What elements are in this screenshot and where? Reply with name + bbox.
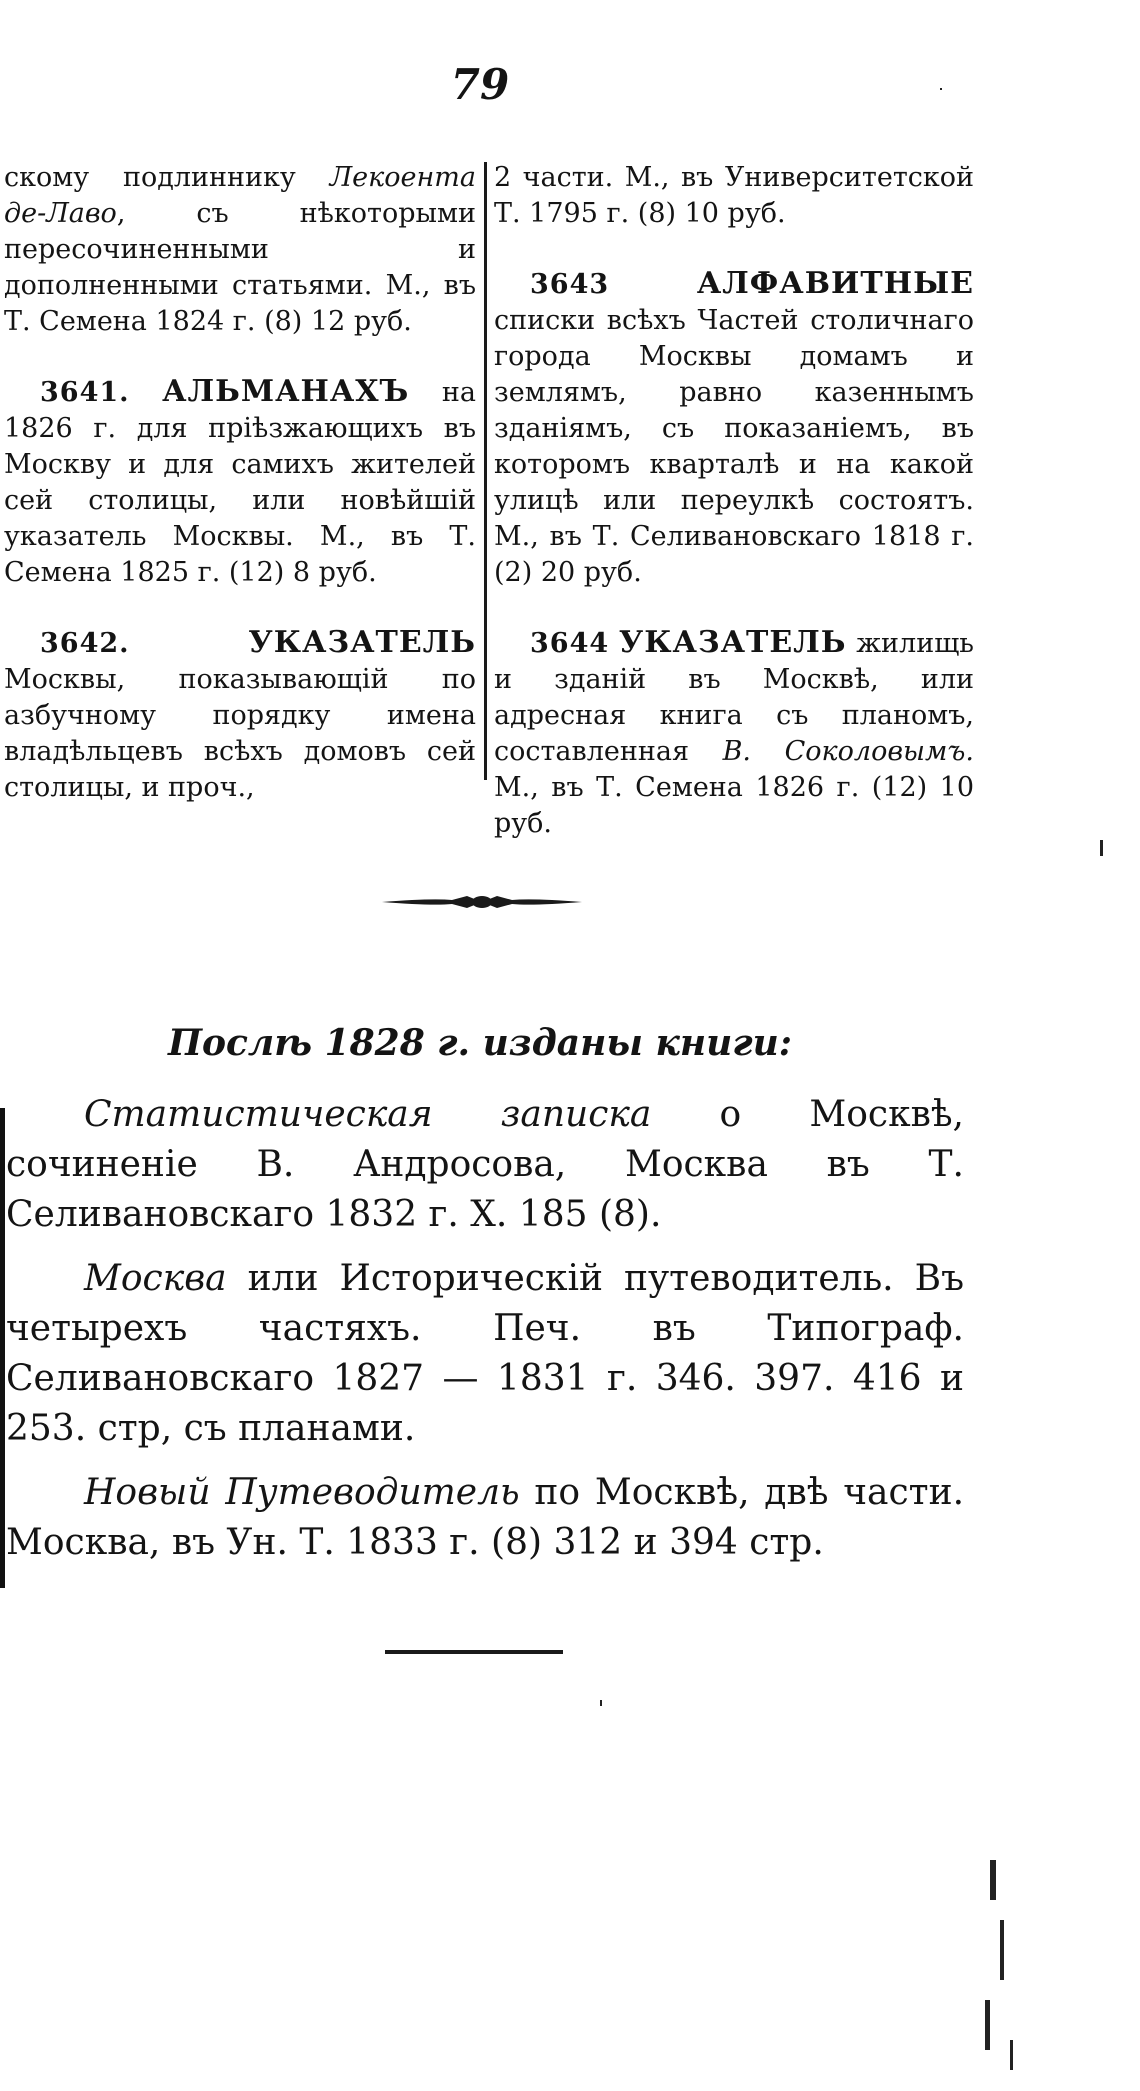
entry-heading: УКАЗАТЕЛЬ (618, 625, 847, 660)
book-title: Новый Путеводитель (84, 1472, 520, 1513)
book-title: Москва (84, 1258, 227, 1299)
entry-3644 (494, 625, 974, 842)
entry-heading: УКАЗАТЕЛЬ (248, 625, 476, 660)
entry-3642 (4, 625, 476, 806)
entry-3643 (494, 266, 974, 591)
book-entry (6, 1090, 964, 1240)
entry-number: 3644 (530, 628, 610, 659)
book-text: о Москвѣ, сочиненіе В. Андросова, Москва въ Т. Селивановскаго 1832 г. X. 185 (8). (6, 1094, 964, 1235)
entry-text: списки всѣхъ Частей столичнаго города Москвы домамъ и землямъ, равно казеннымъ зданіямъ, съ показаніемъ, въ которомъ кварталѣ и на какой улицѣ или переулкѣ состоятъ. М., въ Т. Селивановскаго 1818 г. (2) 20 руб. (494, 305, 974, 588)
entry-number: 3643 (530, 269, 610, 300)
entry-text: на 1826 г. для пріѣзжающихъ въ Москву и для самихъ жителей сей столицы, или новѣйшій указатель Москвы. М., въ Т. Семена 1825 г. (12) 8 руб. (4, 377, 476, 588)
page-number: 79 (450, 60, 510, 109)
ornament-divider (382, 892, 582, 912)
entry-text: , съ нѣкоторыми пересочиненными и дополненными статьями. М., въ Т. Семена 1824 г. (8) 12 руб. (4, 198, 476, 337)
entry-text: жилищь и зданій въ Москвѣ, или адресная книга съ планомъ, составленная (494, 628, 974, 767)
entry-text: Москвы, показывающій по азбучному порядку имена владѣльцевъ всѣхъ домовъ сей столицы, и проч., (4, 664, 476, 803)
entry-text: 2 части. М., въ Университетской Т. 1795 г. (8) 10 руб. (494, 162, 974, 229)
book-title: Статистическая записка (84, 1094, 652, 1135)
entry-continuation-left (4, 160, 476, 340)
column-divider (484, 162, 487, 780)
entry-continuation-right (494, 160, 974, 232)
entry-number: 3642. (40, 628, 130, 659)
end-rule (385, 1650, 563, 1654)
entry-number: 3641. (40, 377, 130, 408)
entry-author: В. Соколовымъ. (722, 736, 974, 767)
right-column (494, 160, 974, 876)
section-title: Послѣ 1828 г. изданы книги: (167, 1022, 793, 1064)
book-text: по Москвѣ, двѣ части. Москва, въ Ун. Т. 1833 г. (8) 312 и 394 стр. (6, 1472, 965, 1563)
entry-heading: АЛЬМАНАХЪ (162, 374, 410, 409)
book-entry (6, 1468, 964, 1568)
book-text: или Историческій путеводитель. Въ четырехъ частяхъ. Печ. въ Типограф. Селивановскаго 1827 — 1831 г. 346. 397. 416 и 253. стр, съ планами. (6, 1258, 964, 1449)
left-column (4, 160, 476, 840)
book-list (6, 1090, 964, 1582)
entry-3641 (4, 374, 476, 591)
margin-bar (0, 1108, 5, 1588)
entry-text: М., въ Т. Семена 1826 г. (12) 10 руб. (494, 772, 974, 839)
book-entry (6, 1254, 964, 1454)
entry-author: Лекоента де-Лаво (4, 162, 476, 229)
entry-text: скому подлиннику (4, 162, 330, 193)
entry-heading: АЛФАВИТНЫЕ (696, 266, 974, 301)
